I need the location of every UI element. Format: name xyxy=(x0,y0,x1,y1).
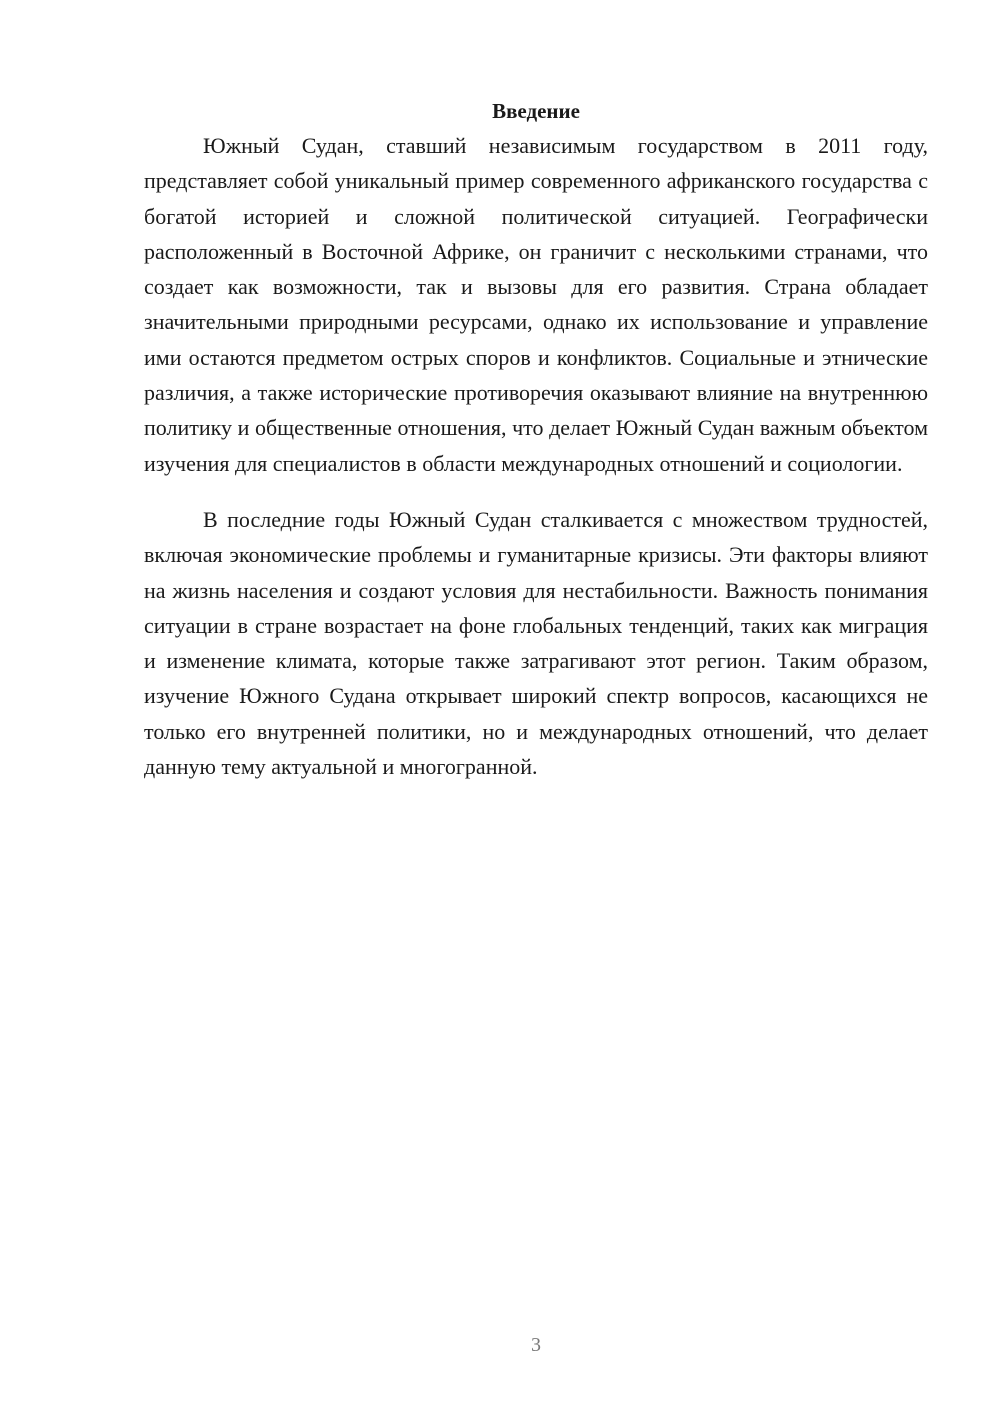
page-number: 3 xyxy=(531,1334,541,1356)
page-content xyxy=(144,96,928,784)
section-heading: Введение xyxy=(492,99,580,123)
paragraph-1: Южный Судан, ставший независимым государством в 2011 году, представляет собой уникальный пример современного африканского государства с богатой историей и сложной политической ситуацией. Географически расположенный в Восточной Африке, он граничит с несколькими странами, что создает как возможности, так и вызовы для его развития. Страна обладает значительными природными ресурсами, однако их использование и управление ими остаются предметом острых споров и конфликтов. Социальные и этнические различия, а также исторические противоречия оказывают влияние на внутреннюю политику и общественные отношения, что делает Южный Судан важным объектом изучения для специалистов в области международных отношений и социологии. xyxy=(144,133,928,476)
paragraph-2: В последние годы Южный Судан сталкивается с множеством трудностей, включая экономические проблемы и гуманитарные кризисы. Эти факторы влияют на жизнь населения и создают условия для нестабильности. Важность понимания ситуации в стране возрастает на фоне глобальных тенденций, таких как миграция и изменение климата, которые также затрагивают этот регион. Таким образом, изучение Южного Судана открывает широкий спектр вопросов, касающихся не только его внутренней политики, но и международных отношений, что делает данную тему актуальной и многогранной. xyxy=(144,506,928,780)
